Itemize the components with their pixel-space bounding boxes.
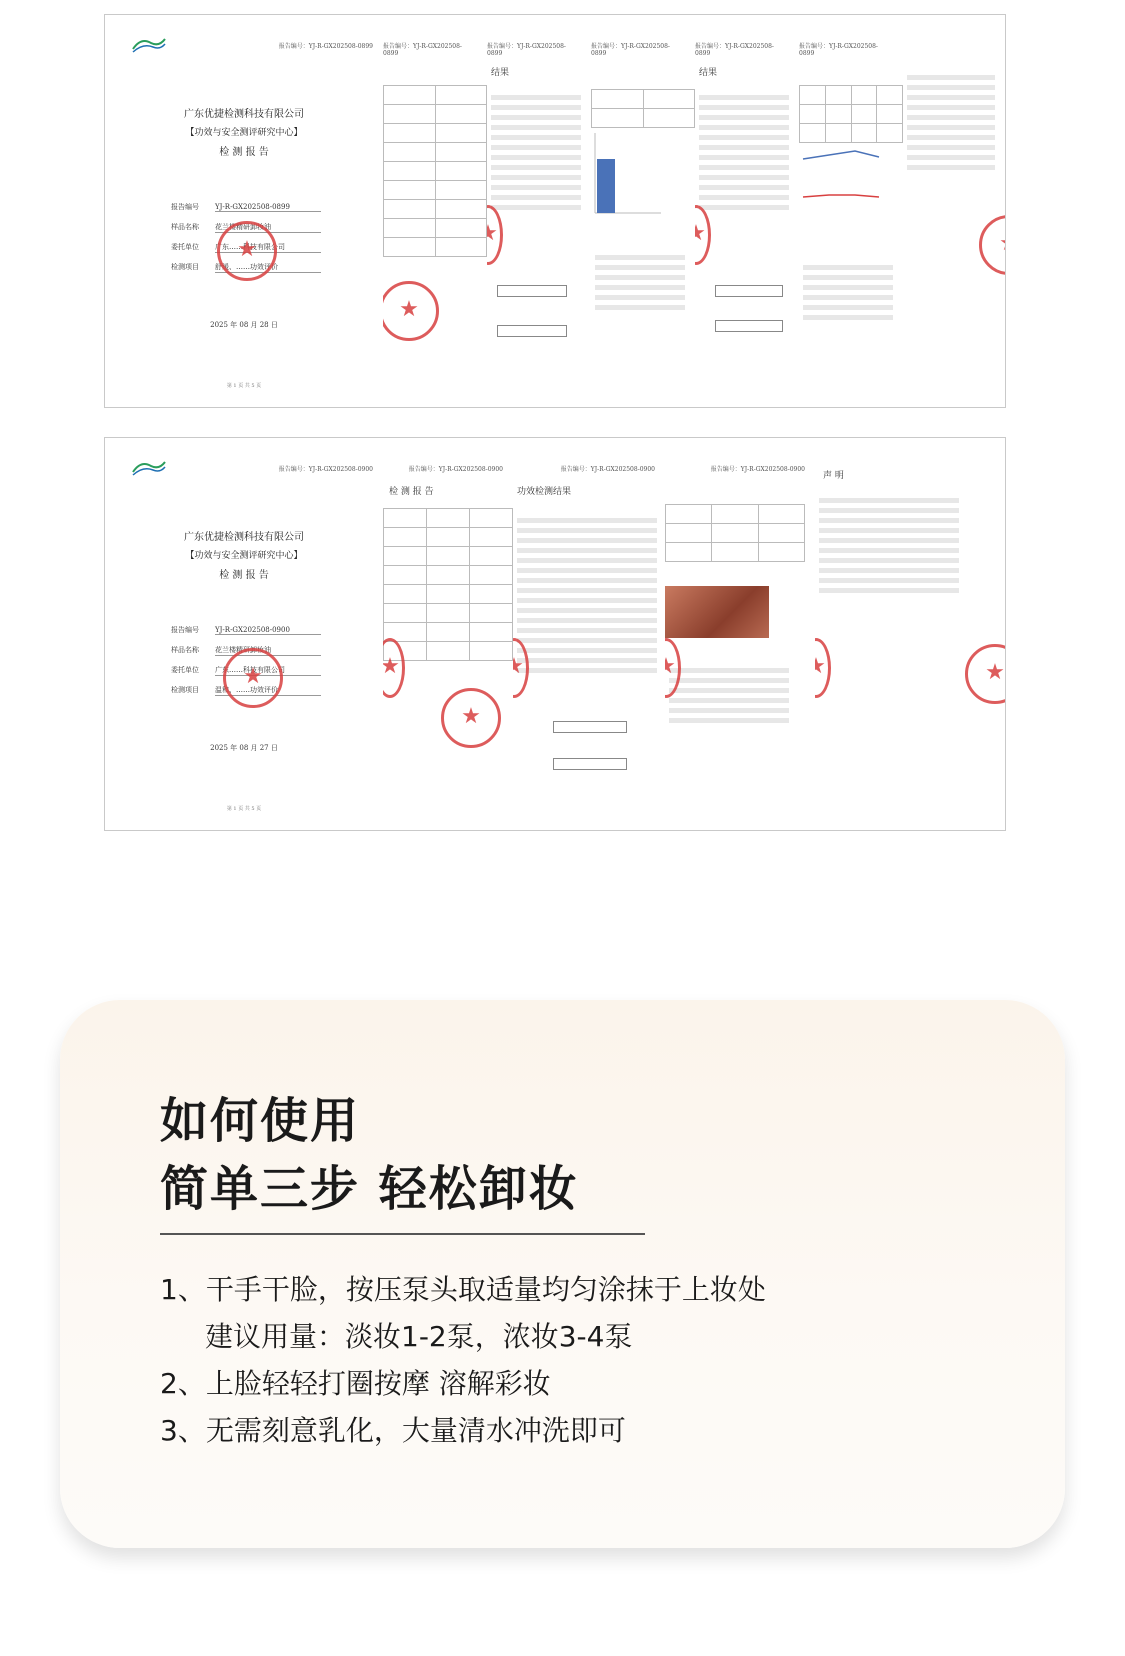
flow-box bbox=[553, 721, 627, 733]
center-name: 【功效与安全测评研究中心】 bbox=[185, 551, 303, 561]
meta-row-item: 检测项目 舒缓、……功效评价 bbox=[171, 262, 321, 273]
company-name: 广东优捷检测科技有限公司 bbox=[184, 109, 304, 120]
reference-lines bbox=[595, 255, 685, 315]
line-chart-figure bbox=[799, 145, 899, 205]
official-seal-stamp bbox=[815, 638, 831, 698]
report-number-header: 报告编号：YJ-R-GX202508-0900 bbox=[278, 466, 373, 473]
report-number-header: 报告编号：YJ-R-GX202508-0899 bbox=[278, 43, 373, 50]
official-seal-stamp bbox=[979, 215, 1005, 275]
center-name: 【功效与安全测评研究中心】 bbox=[185, 128, 303, 138]
statement-lines bbox=[907, 75, 995, 175]
title-divider bbox=[160, 1233, 645, 1235]
document-type: 检 测 报 告 bbox=[219, 570, 269, 581]
report-cover-page bbox=[105, 15, 384, 407]
youjie-logo-icon bbox=[131, 35, 167, 55]
page-number: 第 1 页 共 5 页 bbox=[226, 806, 262, 812]
meta-row-sample: 样品名称 花兰楼精研卸妆油 bbox=[171, 645, 321, 656]
text-lines bbox=[491, 95, 581, 215]
report-cover-page bbox=[105, 438, 384, 830]
flow-box bbox=[715, 285, 783, 297]
official-seal-stamp bbox=[965, 644, 1005, 704]
report-page-chart: 报告编号：YJ-R-GX202508-0899 bbox=[591, 15, 696, 407]
official-seal-stamp bbox=[441, 688, 501, 748]
meta-row-sample: 样品名称 花兰楼精研卸妆油 bbox=[171, 222, 321, 233]
report-strip-0899 bbox=[104, 14, 1006, 408]
usage-title: 如何使用 bbox=[160, 1093, 361, 1149]
meta-row-report-no: 报告编号 YJ-R-GX202508-0900 bbox=[171, 625, 321, 635]
official-seal-stamp bbox=[223, 648, 283, 708]
report-page-statement bbox=[903, 15, 1005, 407]
report-page-line-chart: 报告编号：YJ-R-GX202508-0899 bbox=[799, 15, 904, 407]
report-page-image: 报告编号：YJ-R-GX202508-0900 ★ bbox=[665, 438, 816, 830]
report-date: 2025 年 08 月 28 日 bbox=[210, 321, 278, 329]
usage-subtitle: 简单三步 轻松卸妆 bbox=[160, 1161, 579, 1217]
bar-chart-figure bbox=[591, 133, 665, 219]
report-page-results-2: 报告编号：YJ-R-GX202508-0899 结果 ★ bbox=[695, 15, 800, 407]
flow-box bbox=[553, 758, 627, 770]
meta-row-item: 检测项目 温和、……功效评价 bbox=[171, 685, 321, 696]
official-seal-stamp bbox=[217, 221, 277, 281]
reference-lines bbox=[803, 265, 893, 325]
report-page-statement bbox=[815, 438, 1005, 830]
meta-row-client: 委托单位 广东……科技有限公司 bbox=[171, 665, 321, 676]
statement-title: 声 明 bbox=[823, 471, 844, 481]
flow-box bbox=[497, 325, 567, 337]
usage-instructions-card bbox=[60, 1000, 1065, 1548]
meta-row-client: 委托单位 广东……科技有限公司 bbox=[171, 242, 321, 253]
company-name: 广东优捷检测科技有限公司 bbox=[184, 532, 304, 543]
flow-box bbox=[497, 285, 567, 297]
usage-step-1: 1、干手干脸，按压泵头取适量均匀涂抹于上妆处 bbox=[160, 1273, 766, 1306]
report-page-info-table: 报告编号：YJ-R-GX202508-0899 ★ bbox=[383, 15, 488, 407]
report-page-info-table: 报告编号：YJ-R-GX202508-0900 检 测 报 告 ★ ★ bbox=[383, 438, 514, 830]
flow-box bbox=[715, 320, 783, 332]
report-page-results: 报告编号：YJ-R-GX202508-0900 功效检测结果 ★ bbox=[513, 438, 666, 830]
sample-info-table bbox=[383, 508, 513, 661]
text-lines bbox=[517, 518, 657, 678]
official-seal-stamp bbox=[383, 281, 439, 341]
sample-info-table bbox=[383, 85, 487, 257]
meta-row-report-no: 报告编号 YJ-R-GX202508-0899 bbox=[171, 202, 321, 212]
reference-lines bbox=[669, 668, 789, 728]
usage-step-1-dosage: 建议用量：淡妆1-2泵，浓妆3-4泵 bbox=[205, 1320, 633, 1353]
page-number: 第 1 页 共 5 页 bbox=[226, 383, 262, 389]
usage-step-2: 2、上脸轻轻打圈按摩 溶解彩妆 bbox=[160, 1367, 551, 1400]
results-table bbox=[665, 504, 805, 562]
section-title: 结果 bbox=[699, 68, 718, 78]
results-table bbox=[591, 89, 695, 128]
cam-membrane-photo bbox=[665, 586, 769, 638]
report-strip-0900 bbox=[104, 437, 1006, 831]
report-page-results: 报告编号：YJ-R-GX202508-0899 结果 ★ bbox=[487, 15, 592, 407]
data-table bbox=[799, 85, 903, 143]
statement-lines bbox=[819, 498, 959, 598]
youjie-logo-icon bbox=[131, 458, 167, 478]
section-title: 功效检测结果 bbox=[517, 487, 572, 497]
section-title: 检 测 报 告 bbox=[389, 487, 434, 497]
usage-step-3: 3、无需刻意乳化，大量清水冲洗即可 bbox=[160, 1414, 626, 1447]
section-title: 结果 bbox=[491, 68, 510, 78]
document-type: 检 测 报 告 bbox=[219, 147, 269, 158]
text-lines bbox=[699, 95, 789, 215]
report-date: 2025 年 08 月 27 日 bbox=[210, 744, 278, 752]
